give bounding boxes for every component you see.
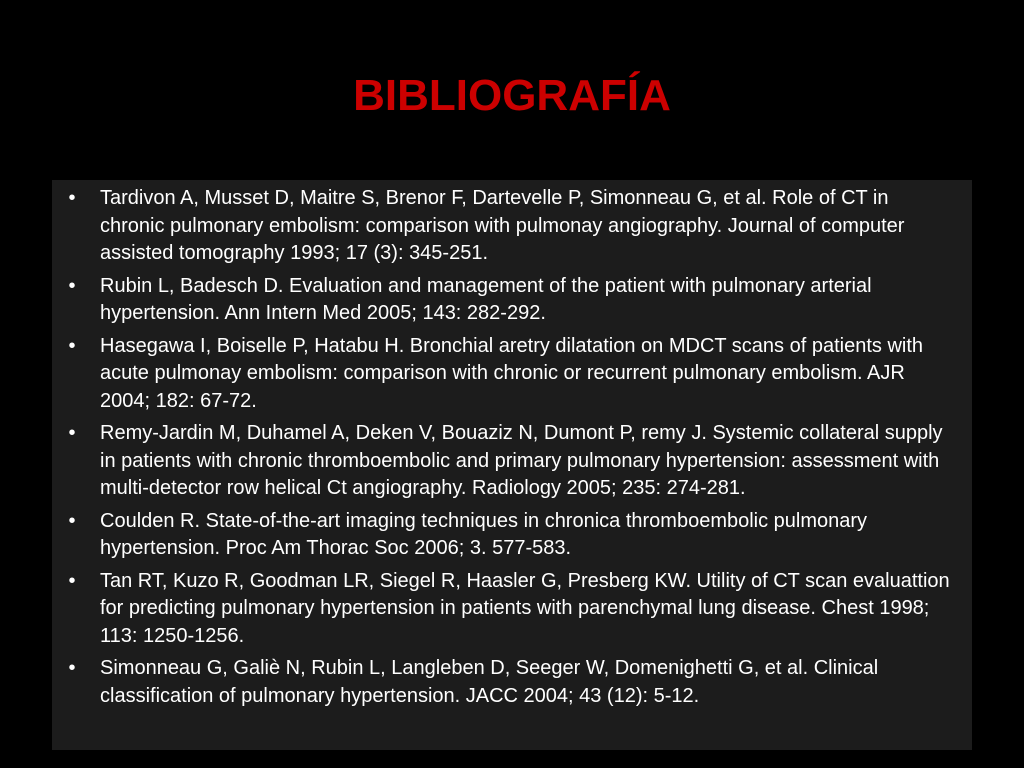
reference-text: Tan RT, Kuzo R, Goodman LR, Siegel R, Haasler G, Presberg KW. Utility of CT scan evaluattion for predicting pulmonary hypertension in patients with parenchymal lung disease. Chest 1998; 113: 1250-1256. [100,569,950,647]
reference-text: Remy-Jardin M, Duhamel A, Deken V, Bouaziz N, Dumont P, remy J. Systemic collateral supply in patients with chronic thromboembolic and primary pulmonary hypertension: assessment with multi-detector row helical Ct angiography. Radiology 2005; 235: 274-281. [100,422,943,499]
bullet-icon: • [68,274,76,297]
reference-list [62,185,950,710]
reference-text: Coulden R. State-of-the-art imaging techniques in chronica thromboembolic pulmonary hypertension. Proc Am Thorac Soc 2006; 3. 577-583. [100,509,868,559]
bullet-icon: • [68,334,76,357]
reference-item-4 [62,420,950,503]
bullet-icon: • [68,422,76,444]
reference-text: Rubin L, Badesch D. Evaluation and management of the patient with pulmonary arterial hypertension. Ann Intern Med 2005; 143: 282-292. [100,274,872,324]
reference-item-3 [62,333,950,416]
reference-text: Tardivon A, Musset D, Maitre S, Brenor F, Dartevelle P, Simonneau G, et al. Role of CT in chronic pulmonary embolism: comparison with pulmonay angiography. Journal of computer assisted tomography 1993; 17 (3): 345-251. [100,187,905,264]
bullet-icon: • [68,657,76,679]
reference-item-5 [62,508,950,563]
bullet-icon: • [68,187,76,209]
reference-text: Simonneau G, Galiè N, Rubin L, Langleben D, Seeger W, Domenighetti G, et al. Clinical classification of pulmonary hypertension. JACC 2004; 43 (12): 5-12. [100,657,879,707]
bullet-icon: • [68,569,76,592]
reference-item-6 [62,568,950,651]
bibliography-panel [52,180,972,750]
reference-item-1 [62,185,950,268]
reference-text: Hasegawa I, Boiselle P, Hatabu H. Bronchial aretry dilatation on MDCT scans of patients with acute pulmonay embolism: comparison with chronic or recurrent pulmonary embolism. AJR 2004; 182: 67-72. [100,334,924,412]
bullet-icon: • [68,509,76,532]
reference-item-2 [62,273,950,328]
reference-item-7 [62,655,950,710]
slide-title: BIBLIOGRAFÍA [353,71,671,120]
